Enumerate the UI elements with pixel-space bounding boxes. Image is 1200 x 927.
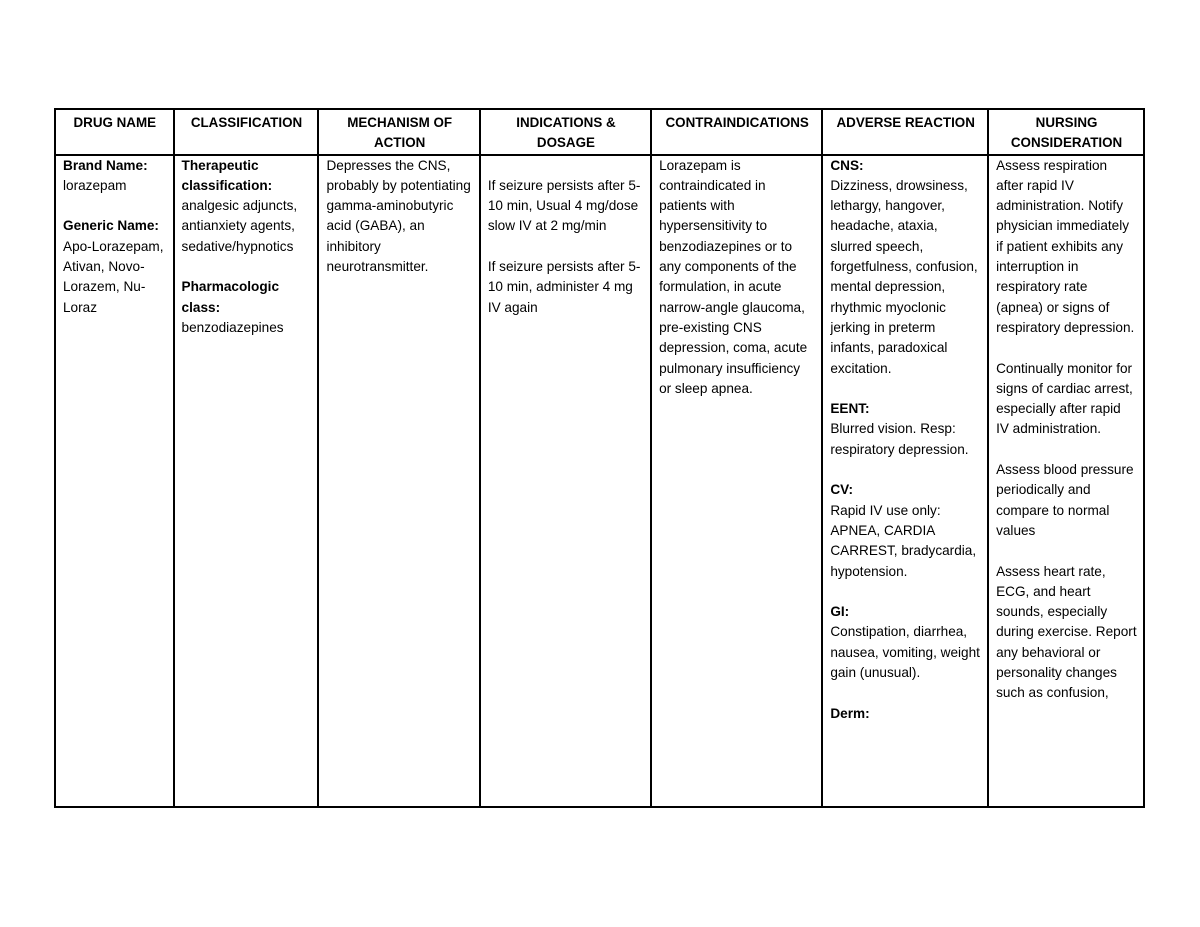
header-nursing-consideration: NURSING CONSIDERATION bbox=[988, 109, 1144, 155]
header-row bbox=[55, 109, 1144, 155]
header-indications: INDICATIONS & DOSAGE bbox=[480, 109, 651, 155]
cell-mechanism bbox=[318, 155, 479, 807]
adverse-cv-label: CV: bbox=[830, 482, 853, 498]
generic-name-value: Apo-Lorazepam, Ativan, Novo-Lorazem, Nu-Loraz bbox=[63, 238, 164, 315]
cell-indications bbox=[480, 155, 651, 807]
indications-paragraph-2: If seizure persists after 5-10 min, administer 4 mg IV again bbox=[487, 259, 641, 315]
brand-name-value: lorazepam bbox=[63, 177, 127, 193]
header-classification: CLASSIFICATION bbox=[174, 109, 319, 155]
mechanism-gaba: (GABA) bbox=[355, 218, 402, 234]
mechanism-text-before: Depresses the CNS, probably by potentiating gamma-aminobutyric acid bbox=[326, 157, 471, 234]
adverse-gi-text: Constipation, diarrhea, nausea, vomiting, weight gain (unusual). bbox=[830, 624, 980, 681]
adverse-cns-text: Dizziness, drowsiness, lethargy, hangover, headache, ataxia, slurred speech, forgetfulness, confusion, mental depression, rhythmic myoclonic jerking in preterm infants, paradoxical excitation. bbox=[830, 177, 978, 376]
adverse-gi-label: GI: bbox=[830, 604, 850, 620]
cell-contraindications bbox=[651, 155, 822, 807]
adverse-derm-label: Derm: bbox=[830, 705, 870, 721]
indications-paragraph-1: If seizure persists after 5-10 min, Usual 4 mg/dose slow IV at 2 mg/min bbox=[487, 177, 641, 234]
pharmacologic-class-value: benzodiazepines bbox=[181, 319, 284, 335]
nursing-paragraph-1: Assess respiration after rapid IV administration. Notify physician immediately if patient exhibits any interruption in respiratory rate (apnea) or signs of respiratory depression. bbox=[996, 157, 1135, 335]
adverse-cv-text: Rapid IV use only: APNEA, CARDIA CARREST, bradycardia, hypotension. bbox=[830, 502, 977, 579]
header-adverse-reaction: ADVERSE REACTION bbox=[822, 109, 988, 155]
mechanism-text-after: , an inhibitory neurotransmitter. bbox=[326, 218, 429, 275]
adverse-eent-label: EENT: bbox=[830, 401, 870, 417]
header-contraindications: CONTRAINDICATIONS bbox=[651, 109, 822, 155]
table-row bbox=[55, 155, 1144, 807]
nursing-paragraph-3: Assess blood pressure periodically and compare to normal values bbox=[996, 462, 1134, 538]
contraindications-text: Lorazepam is contraindicated in patients with hypersensitivity to benzodiazepines or to any components of the formulation, in acute narrow-angle glaucoma, pre-existing CNS depression, coma, acute pulmonary insufficiency or sleep apnea. bbox=[659, 157, 808, 396]
adverse-cns-label: CNS: bbox=[830, 157, 864, 173]
adverse-eent-text: Blurred vision. Resp: respiratory depression. bbox=[830, 421, 969, 457]
header-drug-name: DRUG NAME bbox=[55, 109, 174, 155]
therapeutic-class-label: Therapeutic classification: bbox=[181, 157, 273, 193]
cell-classification bbox=[174, 155, 319, 807]
nursing-paragraph-2: Continually monitor for signs of cardiac arrest, especially after rapid IV administration. bbox=[996, 360, 1133, 437]
generic-name-label: Generic Name: bbox=[63, 218, 159, 234]
cell-drug-name bbox=[55, 155, 174, 807]
header-mechanism: MECHANISM OF ACTION bbox=[318, 109, 479, 155]
pharmacologic-class-label: Pharmacologic class: bbox=[181, 279, 279, 315]
drug-card-table bbox=[54, 108, 1145, 808]
nursing-paragraph-4: Assess heart rate, ECG, and heart sounds, especially during exercise. Report any behavioral or personality changes such as confusion, bbox=[996, 563, 1137, 701]
brand-name-label: Brand Name: bbox=[63, 157, 148, 173]
therapeutic-class-value: analgesic adjuncts, antianxiety agents, sedative/hypnotics bbox=[181, 198, 298, 254]
cell-adverse-reaction bbox=[822, 155, 988, 807]
cell-nursing-consideration bbox=[988, 155, 1144, 807]
